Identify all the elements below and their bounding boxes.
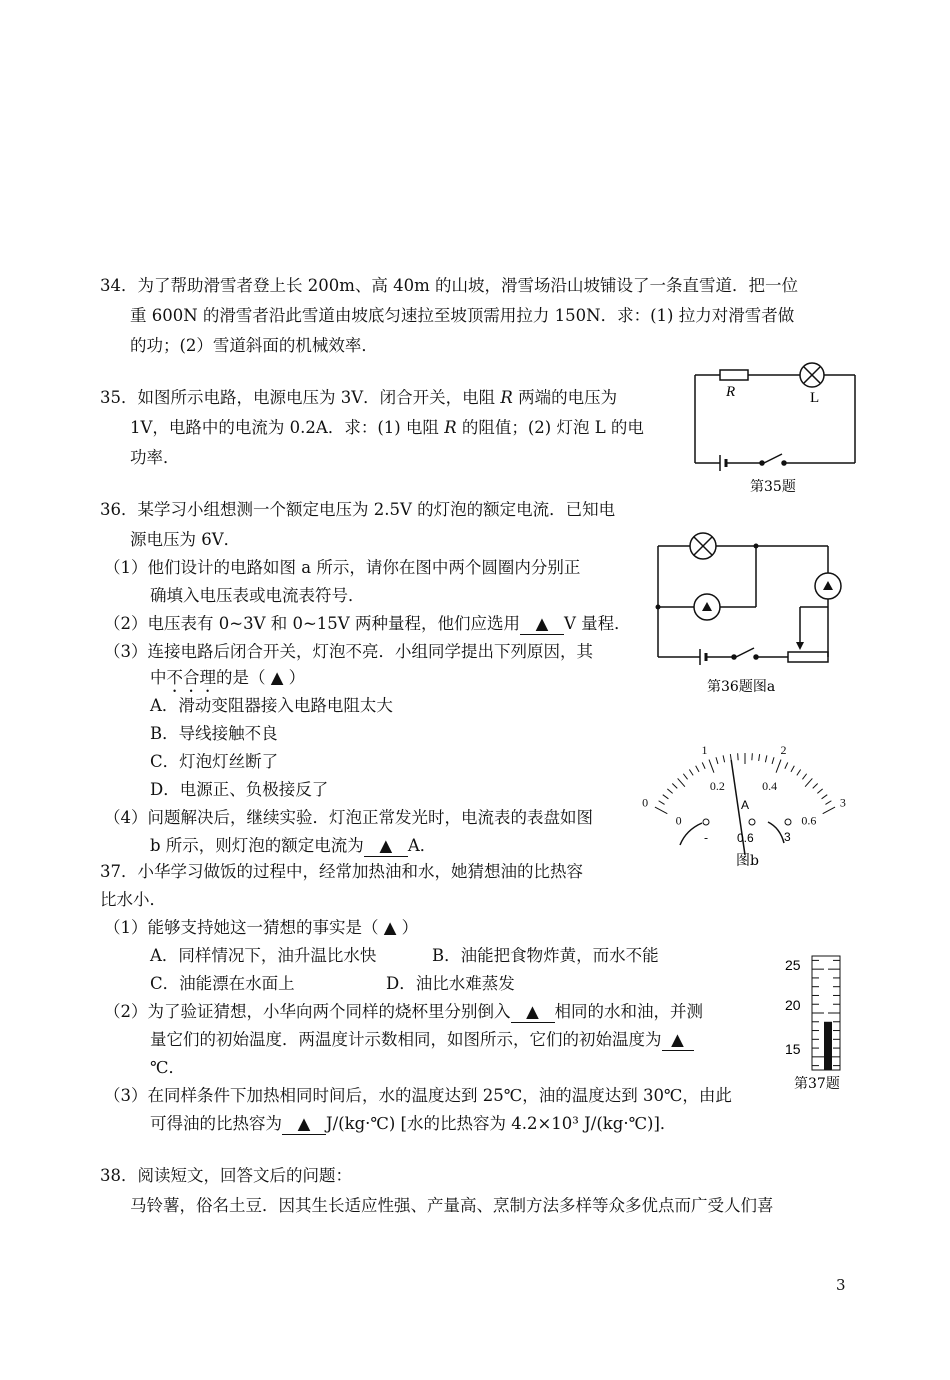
ammeter-tick (817, 789, 822, 794)
ammeter-tick (822, 795, 828, 799)
q35-line-1: 35．如图所示电路，电源电压为 3V．闭合开关，电阻 R 两端的电压为 (100, 388, 618, 407)
ammeter-tick (813, 783, 818, 788)
q37-part3-line-1: （3）在同样条件下加热相同时间后，水的温度达到 25℃，油的温度达到 30℃，由此 (104, 1086, 732, 1105)
ammeter-tick (759, 754, 760, 761)
ammeter-tick (730, 754, 731, 761)
q36-line-2: 源电压为 6V． (130, 530, 241, 549)
q37-part2-answer-blank-2[interactable]: ▲ (662, 1030, 694, 1051)
q35-figure-caption: 第35题 (750, 479, 796, 495)
ammeter-tick (791, 766, 794, 772)
q37-part3-answer-blank[interactable]: ▲ (282, 1114, 326, 1135)
ammeter-top-scale-label: 1 (701, 743, 708, 758)
ammeter-tick (702, 762, 705, 768)
thermometer-label-15: 15 (785, 1041, 801, 1057)
page-number: 3 (836, 1276, 846, 1294)
thermometer-label-20: 20 (785, 997, 801, 1013)
q38-line-2: 马铃薯，俗名土豆．因其生长适应性强、产量高、烹制方法多样等众多优点而广受人们喜 (130, 1196, 774, 1215)
ammeter-terminal-0.6: 0.6 (737, 831, 754, 845)
q38-line-1: 38．阅读短文，回答文后的问题： (100, 1166, 352, 1185)
q36-part3-line-2: 中不合理的是（ ▲ ） (150, 668, 306, 687)
q36-part1-line-1: （1）他们设计的电路如图 a 所示，请你在图中两个圆圈内分别正 (104, 558, 581, 577)
ammeter-unit: A (741, 798, 750, 812)
ammeter-tick (667, 789, 672, 794)
ammeter-tick (696, 766, 699, 772)
q36-part4-answer-blank[interactable]: ▲ (364, 836, 408, 857)
ammeter-tick (683, 774, 687, 780)
ammeter-top-scale-label: 3 (839, 795, 846, 810)
q36-part2-answer-blank[interactable]: ▲ (520, 614, 564, 635)
q36-part3-line-1: （3）连接电路后闭合开关，灯泡不亮．小组同学提出下列原因，其 (104, 642, 593, 661)
ammeter-tick (659, 801, 665, 805)
q34-line-1: 34．为了帮助滑雪者登上长 200m、高 40m 的山坡，滑雪场沿山坡铺设了一条直雪道．把一位 (100, 276, 799, 295)
ammeter-tick (825, 801, 831, 805)
q36-meter-mark-right (823, 581, 833, 590)
q37-part2-line-3: ℃． (150, 1058, 185, 1077)
ammeter-tick (765, 755, 767, 762)
q36-ammeter-dial-b (640, 705, 850, 875)
q36-circuit-diagram-a (650, 528, 850, 700)
ammeter-tick (738, 753, 739, 760)
q36-meter-mark-left (702, 602, 712, 611)
ammeter-tick (752, 753, 753, 760)
q36-option-b[interactable]: B．导线接触不良 (150, 724, 278, 743)
q37-thermometer (780, 948, 860, 1098)
thermometer-liquid-column (824, 1022, 832, 1070)
q37-line-1: 37．小华学习做饭的过程中，经常加热油和水，她猜想油的比热容 (100, 862, 583, 881)
ammeter-top-scale-label: 2 (780, 743, 787, 758)
q37-option-a[interactable]: A．同样情况下，油升温比水快 (150, 946, 377, 965)
q36-part1-line-2: 确填入电压表或电流表符号． (150, 586, 365, 605)
q37-part2-line-2: 量它们的初始温度．两温度计示数相同，如图所示，它们的初始温度为 ▲ (150, 1030, 694, 1051)
q36-part2: （2）电压表有 0~3V 和 0~15V 两种量程，他们应选用 ▲ V 量程． (104, 614, 631, 633)
q35-circuit-diagram (690, 360, 865, 500)
ammeter-tick (723, 755, 725, 762)
ammeter-tick (823, 807, 835, 814)
q36-option-a[interactable]: A．滑动变阻器接入电路电阻太大 (150, 696, 393, 715)
ammeter-top-scale-label: 0 (642, 795, 649, 810)
q36-option-c[interactable]: C．灯泡灯丝断了 (150, 752, 279, 771)
q37-part1: （1）能够支持她这一猜想的事实是（ ▲ ） (104, 918, 419, 937)
ammeter-tick (776, 760, 781, 773)
ammeter-bottom-scale-label: 0.4 (762, 778, 778, 793)
ammeter-tick (716, 757, 718, 764)
q36-part4-line-2: b 所示，则灯泡的额定电流为 ▲ A． (150, 836, 437, 855)
ammeter-tick (802, 774, 806, 780)
ammeter-bottom-scale-label: 0 (675, 813, 682, 828)
ammeter-tick (672, 783, 677, 788)
ammeter-tick (678, 778, 685, 786)
q37-part2-line-1: （2）为了验证猜想，小华向两个同样的烧杯里分别倒入 ▲ 相同的水和油，并测 (104, 1002, 703, 1021)
q36-figure-b-caption: 图b (736, 853, 759, 869)
q37-line-2: 比水小． (100, 890, 166, 909)
ammeter-tick (663, 795, 669, 799)
q36-option-d[interactable]: D．电源正、负极接反了 (150, 780, 329, 799)
ammeter-tick (655, 807, 667, 814)
q34-line-3: 的功；(2）雪道斜面的机械效率． (130, 336, 378, 355)
ammeter-tick (805, 778, 812, 786)
q37-option-b[interactable]: B．油能把食物炸黄，而水不能 (432, 946, 659, 965)
q36-figure-a-caption: 第36题图a (707, 679, 776, 695)
ammeter-tick (709, 760, 714, 773)
q36-line-1: 36．某学习小组想测一个额定电压为 2.5V 的灯泡的额定电流．已知电 (100, 500, 616, 519)
ammeter-tick (772, 757, 774, 764)
q35-line-2: 1V，电路中的电流为 0.2A．求：(1) 电阻 R 的阻值；(2) 灯泡 L 的电 (130, 418, 644, 437)
ammeter-terminal-3: 3 (784, 830, 791, 844)
q37-part3-line-2: 可得油的比热容为 ▲ J/(kg·℃) [水的比热容为 4.2×10³ J/(kg·℃)]． (150, 1114, 677, 1133)
q34-line-2: 重 600N 的滑雪者沿此雪道由坡底匀速拉至坡顶需用拉力 150N．求：(1) 拉力对滑雪者做 (130, 306, 795, 325)
q35-line-3: 功率． (130, 448, 180, 467)
q37-option-d[interactable]: D．油比水难蒸发 (386, 974, 515, 993)
q36-part4-line-1: （4）问题解决后，继续实验．灯泡正常发光时，电流表的表盘如图 (104, 808, 593, 827)
q35-label-l: L (810, 390, 820, 406)
thermometer-label-25: 25 (785, 957, 801, 973)
ammeter-terminal-minus: - (704, 831, 709, 845)
q37-figure-caption: 第37题 (794, 1076, 840, 1092)
q37-option-c[interactable]: C．油能漂在水面上 (150, 974, 295, 993)
ammeter-bottom-scale-label: 0.2 (709, 778, 725, 793)
ammeter-tick (797, 770, 801, 776)
q35-label-r: R (726, 384, 736, 400)
q37-part2-answer-blank-1[interactable]: ▲ (511, 1002, 555, 1023)
ammeter-tick (785, 762, 788, 768)
ammeter-bottom-scale-label: 0.6 (801, 813, 817, 828)
ammeter-tick (689, 770, 693, 776)
